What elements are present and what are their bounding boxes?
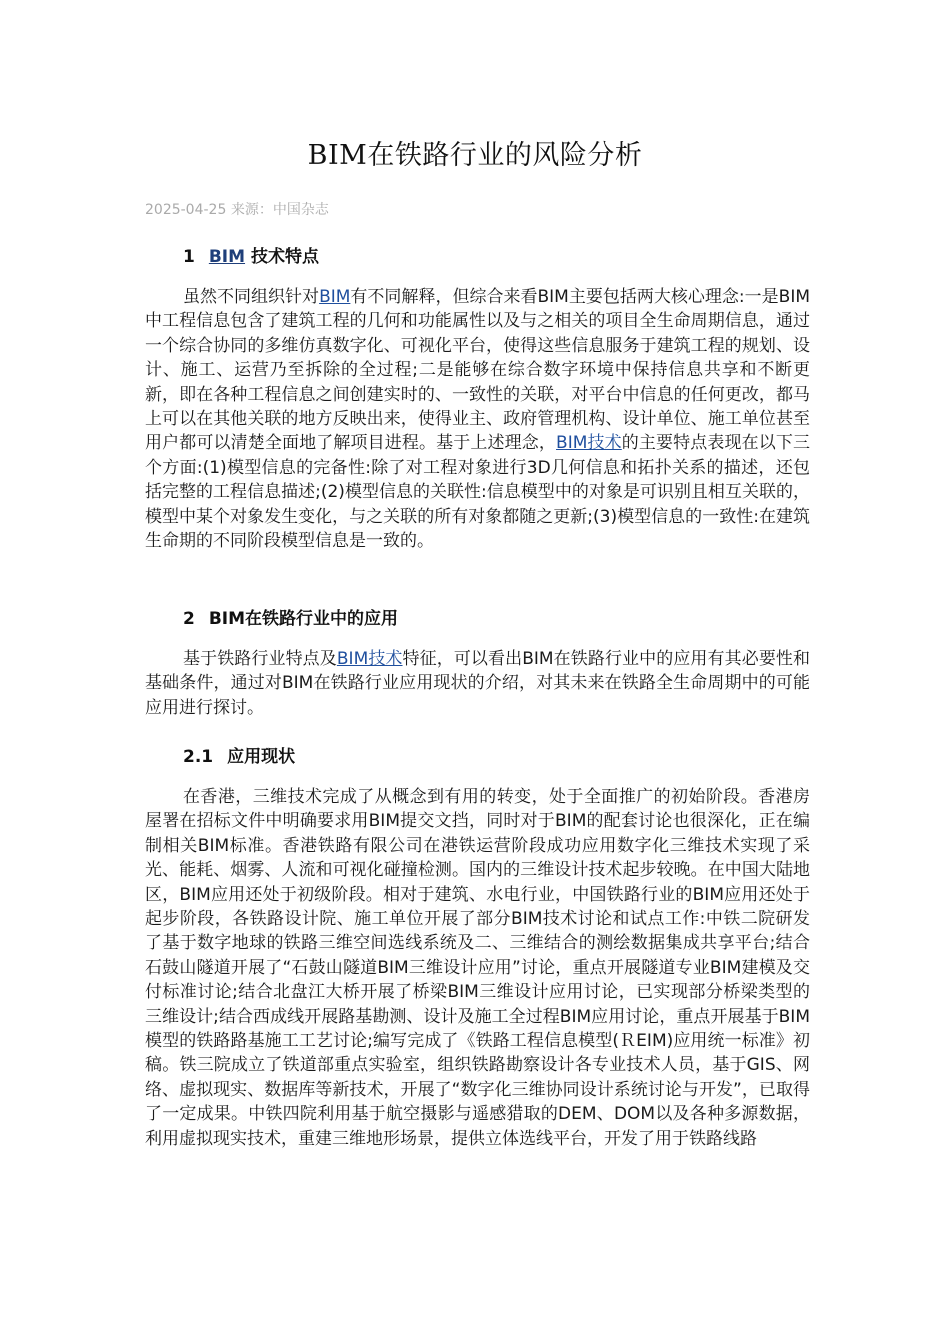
section-heading-text: 应用现状: [227, 747, 296, 767]
paragraph-text: 虽然不同组织针对: [183, 287, 320, 307]
section-heading-2-1: [183, 742, 295, 767]
section-heading-1: [183, 242, 319, 267]
article-date: 2025-04-25: [145, 202, 227, 218]
paragraph-text: 特征，可以看出BIM在铁路行业中的应用有其必要性和基础条件，通过对BIM在铁路行业应用现状的介绍，对其未来在铁路全生命周期中的可能应用进行探讨。: [145, 649, 811, 718]
article-title: BIM在铁路行业的风险分析: [307, 140, 643, 171]
section-heading-text: 技术特点: [250, 247, 319, 267]
paragraph-text: 有不同解释，但综合来看BIM主要包括两大核心理念:一是BIM中工程信息包含了建筑工程的几何和功能属性以及与之相关的项目全生命周期信息，通过一个综合协同的多维仿真数字化、可视化平台，使得这些信息服务于建筑工程的规划、设计、施工、运营乃至拆除的全过程;二是能够在综合数字环境中保持信息共享和不断更新，即在各种工程信息之间创建实时的、一致性的关联，对平台中信息的任何更改，都马上可以在其他关联的地方反映出来，使得业主、政府管理机构、设计单位、施工单位甚至用户都可以清楚全面地了解项目进程。基于上述理念，: [145, 287, 810, 454]
section-number: 1: [183, 247, 195, 267]
bim-technology-link[interactable]: BIM技术: [336, 649, 403, 669]
bim-link[interactable]: BIM: [208, 247, 246, 267]
article-meta: [145, 199, 329, 219]
paragraph-3: 在香港，三维技术完成了从概念到有用的转变，处于全面推广的初始阶段。香港房屋署在招标文件中明确要求用BIM提交文挡，同时对于BIM的配套讨论也很深化，正在编制相关BIM标准。香港铁路有限公司在港铁运营阶段成功应用数字化三维技术实现了采光、能耗、烟雾、人流和可视化碰撞检测。国内的三维设计技术起步较晚。在中国大陆地区，BIM应用还处于初级阶段。相对于建筑、水电行业，中国铁路行业的BIM应用还处于起步阶段，各铁路设计院、施工单位开展了部分BIM技术讨论和试点工作:中铁二院研发了基于数字地球的铁路三维空间选线系统及二、三维结合的测绘数据集成共享平台;结合石鼓山隧道开展了“石鼓山隧道BIM三维设计应用”讨论，重点开展隧道专业BIM建模及交付标准讨论;结合北盘江大桥开展了桥梁BIM三维设计应用讨论，已实现部分桥梁类型的三维设计;结合西成线开展路基勘测、设计及施工全过程BIM应用讨论，重点开展基于BIM模型的铁路路基施工工艺讨论;编写完成了《铁路工程信息模型(ＲEIM)应用统一标准》初稿。铁三院成立了铁道部重点实验室，组织铁路勘察设计各专业技术人员，基于GIS、网络、虚拟现实、数据库等新技术，开展了“数字化三维协同设计系统讨论与开发”，已取得了一定成果。中铁四院利用基于航空摄影与遥感猎取的DEM、DOM以及各种多源数据，利用虚拟现实技术，重建三维地形场景，提供立体选线平台，开发了用于铁路线路: [145, 787, 810, 1149]
paragraph-2: [145, 647, 810, 720]
paragraph-text: 的主要特点表现在以下三个方面:(1)模型信息的完备性:除了对工程对象进行3D几何信息和拓扑关系的描述，还包括完整的工程信息描述;(2)模型信息的关联性:信息模型中的对象是可识别且相互关联的，模型中某个对象发生变化，与之关联的所有对象都随之更新;(3)模型信息的一致性:在建筑生命期的不同阶段模型信息是一致的。: [145, 433, 811, 552]
article-source: 来源：中国杂志: [230, 202, 329, 218]
bim-link[interactable]: BIM: [319, 287, 351, 307]
section-heading-text: BIM在铁路行业中的应用: [208, 609, 399, 629]
section-number: 2.1: [183, 747, 214, 767]
bim-technology-link[interactable]: BIM技术: [556, 433, 622, 454]
paragraph-1: [145, 285, 810, 553]
paragraph-text: 基于铁路行业特点及: [183, 649, 337, 669]
section-number: 2: [183, 609, 195, 629]
section-heading-2: [183, 604, 398, 629]
